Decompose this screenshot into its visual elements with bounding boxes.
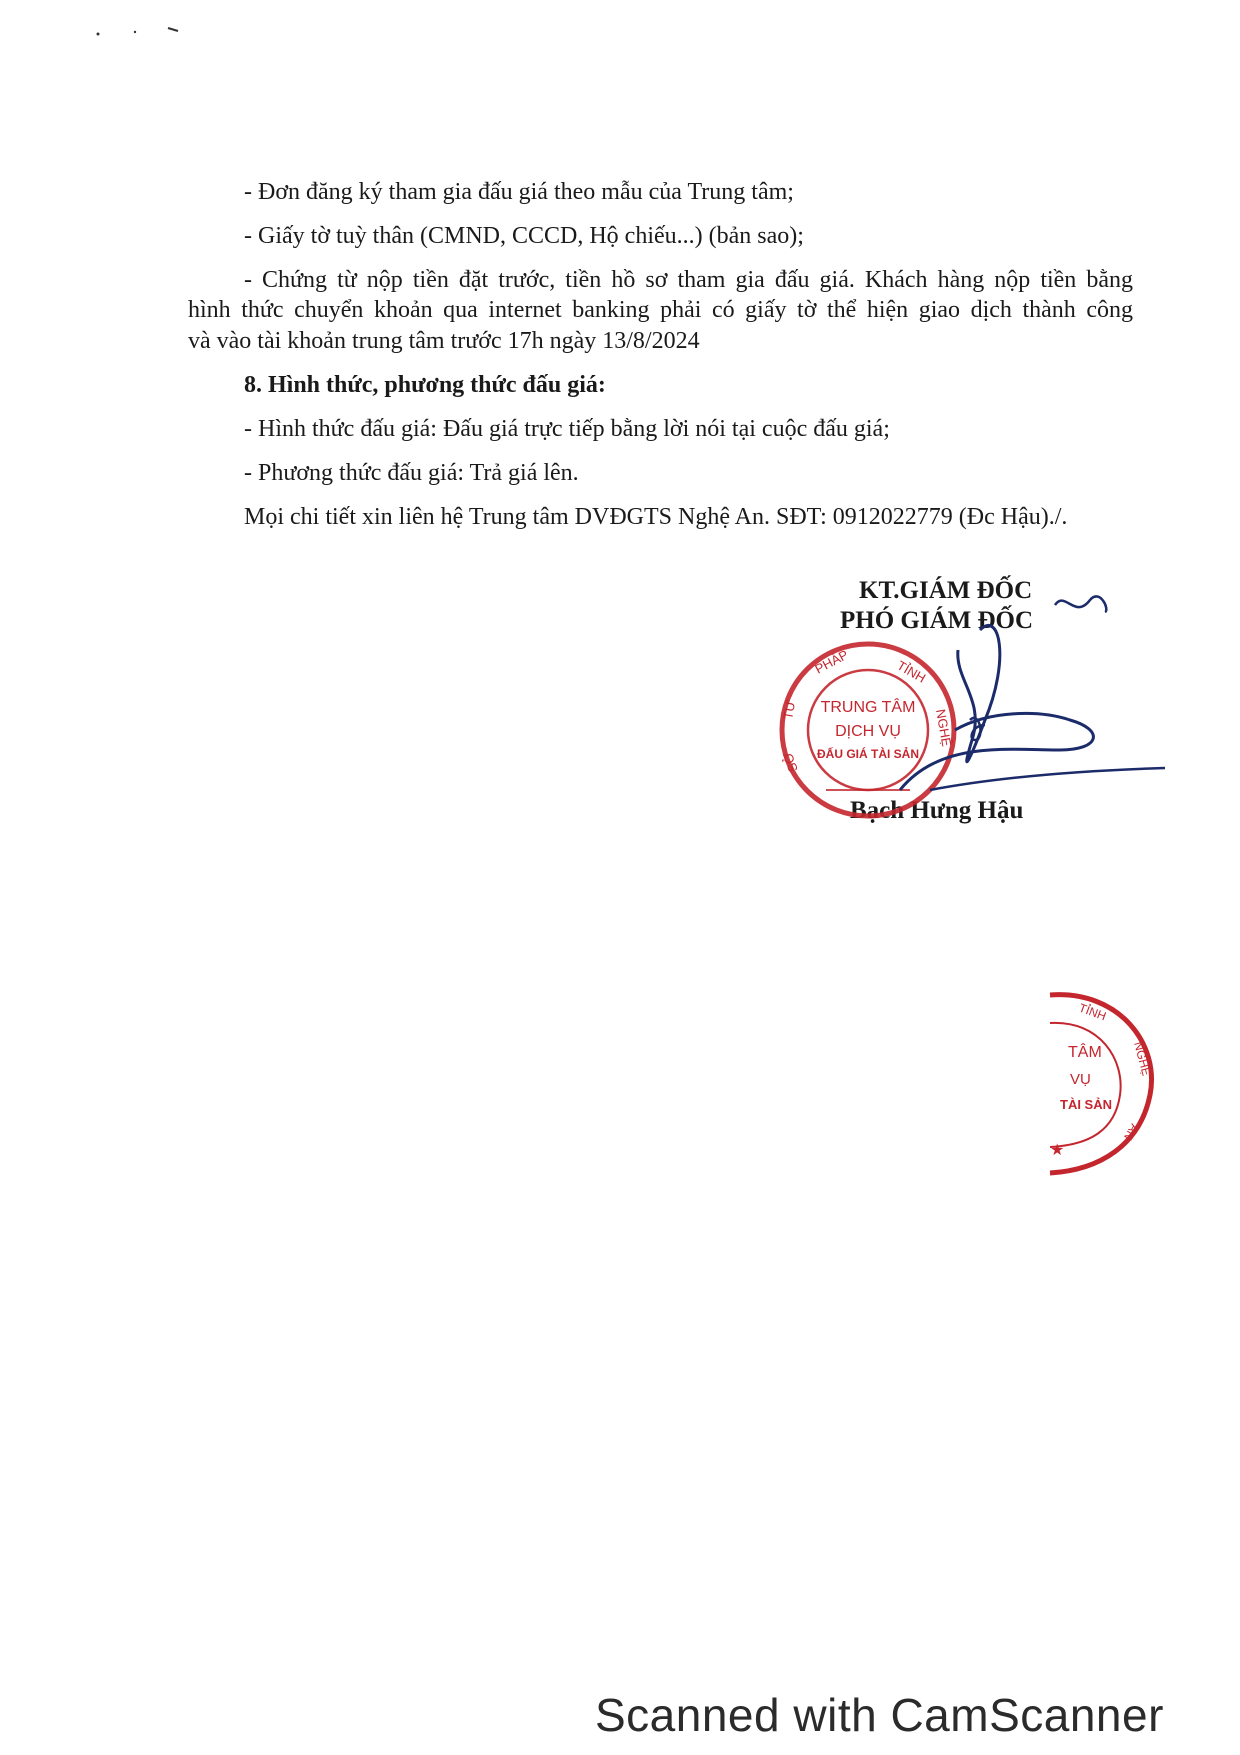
star-icon: ★: [1050, 1140, 1065, 1159]
list-item-identity-papers: - Giấy tờ tuỳ thân (CMND, CCCD, Hộ chiếu...) (bản sao);: [244, 223, 804, 249]
partial-seal-ring-text: AN: [1121, 1121, 1142, 1143]
seal-ring-text: NGHỆ: [933, 707, 955, 748]
seal-ring-text: TỈNH: [894, 657, 929, 686]
contact-line: Mọi chi tiết xin liên hệ Trung tâm DVĐGTS Nghệ An. SĐT: 0912022779 (Đc Hậu)./.: [244, 504, 1068, 530]
partial-seal-center-text: VỤ: [1070, 1071, 1091, 1088]
paragraph-line: và vào tài khoản trung tâm trước 17h ngày 13/8/2024: [188, 328, 700, 354]
partial-seal-ring-text: TỈNH: [1076, 1000, 1109, 1024]
list-item-deposit-proof: - Chứng từ nộp tiền đặt trước, tiền hồ sơ tham gia đấu giá. Khách hàng nộp tiền bằng: [244, 267, 1133, 293]
seal-center-text: DỊCH VỤ: [835, 723, 901, 740]
seal-ring-text: PHÁP: [812, 646, 851, 677]
signer-name: Bạch Hưng Hậu: [850, 797, 1024, 824]
seal-center-text: ĐẤU GIÁ TÀI SẢN: [817, 747, 919, 761]
seal-ring-text: SỞ: [779, 750, 801, 775]
partial-seal-center-text: TÀI SẢN: [1060, 1097, 1112, 1112]
section-heading: 8. Hình thức, phương thức đấu giá:: [244, 372, 606, 398]
signature-title-line1: KT.GIÁM ĐỐC: [859, 577, 1033, 604]
paragraph-line: hình thức chuyển khoản qua internet banking phải có giấy tờ thể hiện giao dịch thành công: [188, 297, 1133, 323]
handwritten-signature: [860, 590, 1170, 820]
signature-title-line2: PHÓ GIÁM ĐỐC: [840, 607, 1034, 634]
list-item-registration-form: - Đơn đăng ký tham gia đấu giá theo mẫu của Trung tâm;: [244, 179, 794, 205]
scan-specks: [90, 22, 190, 42]
partial-seal-center-text: TÂM: [1068, 1044, 1102, 1061]
camscanner-watermark: Scanned with CamScanner: [595, 1689, 1164, 1741]
partial-seal-stamp: [1030, 985, 1160, 1185]
seal-center-text: TRUNG TÂM: [820, 699, 916, 716]
auction-form-line: - Hình thức đấu giá: Đấu giá trực tiếp bằng lời nói tại cuộc đấu giá;: [244, 416, 890, 442]
partial-seal-ring-text: NGHỆ: [1131, 1040, 1154, 1078]
auction-method-line: - Phương thức đấu giá: Trả giá lên.: [244, 460, 579, 486]
seal-ring-text: TƯ: [780, 699, 799, 721]
